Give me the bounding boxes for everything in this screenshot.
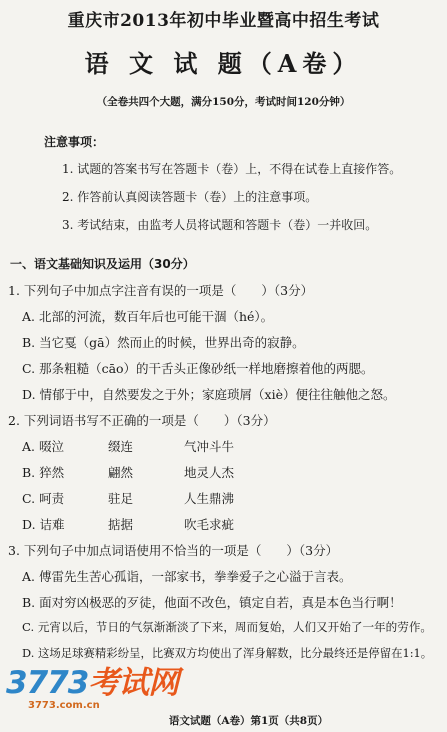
word: 气冲斗牛 [184, 439, 235, 454]
question-2-option-c [22, 489, 442, 507]
notice-heading: 注意事项： [44, 135, 105, 149]
question-2-option-a [22, 437, 442, 455]
notice-item: 2. 作答前认真阅读答题卡（卷）上的注意事项。 [62, 190, 318, 204]
logo-number: 3773 [6, 665, 89, 701]
question-2-option-b [22, 463, 442, 481]
question-3-option-d: D. 这场足球赛精彩纷呈，比赛双方均使出了浑身解数，比分最终还是停留在1:1。 [22, 646, 433, 660]
notice-item: 1. 试题的答案书写在答题卡（卷）上，不得在试卷上直接作答。 [62, 162, 402, 176]
word: A. 啜泣 [22, 439, 64, 454]
word: B. 猝然 [22, 465, 65, 480]
word: 驻足 [108, 491, 134, 506]
question-1-option-b: B. 当它戛（gā）然而止的时候，世界出奇的寂静。 [22, 335, 305, 350]
question-3-option-a: A. 傅雷先生苦心孤诣，一部家书，拳拳爱子之心溢于言表。 [22, 569, 352, 584]
question-1-option-c: C. 那条粗糙（cāo）的干舌头正像砂纸一样地磨擦着他的两腮。 [22, 361, 374, 376]
word: C. 呵责 [22, 491, 65, 506]
logo-url: 3773.com.cn [28, 700, 100, 711]
notice-item: 3. 考试结束，由监考人员将试题和答题卡（卷）一并收回。 [62, 218, 378, 232]
question-3-stem: 3. 下列句子中加点词语使用不恰当的一项是（ ）（3分） [8, 543, 339, 558]
question-1-option-a: A. 北部的河流，数百年后也可能干涸（hé）。 [22, 309, 274, 324]
logo-text: 考试网 [88, 665, 179, 701]
question-3-option-b: B. 面对穷凶极恶的歹徒，他面不改色，镇定自若，真是本色当行啊！ [22, 595, 402, 610]
word: 人生鼎沸 [184, 491, 235, 506]
notice-list [62, 160, 442, 244]
word: D. 诘难 [22, 517, 65, 532]
exam-title: 重庆市2013年初中毕业暨高中招生考试 [67, 11, 380, 31]
word: 吹毛求疵 [184, 517, 235, 532]
word: 翩然 [108, 465, 134, 480]
subject-title: 语 文 试 题（A卷） [84, 49, 363, 78]
page-footer: 语文试题（A卷）第1页（共8页） [168, 715, 329, 727]
section-heading: 一、语文基础知识及运用（30分） [10, 257, 195, 271]
question-1-stem: 1. 下列句子中加点字注音有误的一项是（ ）（3分） [8, 283, 314, 298]
question-1-option-d: D. 情郁于中，自然要发之于外；家庭琐屑（xiè）便往往触他之怒。 [22, 387, 396, 402]
question-2-stem: 2. 下列词语书写不正确的一项是（ ）（3分） [8, 413, 276, 428]
question-2-option-d [22, 515, 442, 533]
word: 地灵人杰 [184, 465, 235, 480]
question-3-option-c: C. 元宵以后，节日的气氛渐渐淡了下来，周而复始，人们又开始了一年的劳作。 [22, 620, 433, 634]
word: 缀连 [108, 439, 134, 454]
word: 掂据 [108, 517, 134, 532]
exam-note: （全卷共四个大题，满分150分，考试时间120分钟） [96, 96, 351, 108]
